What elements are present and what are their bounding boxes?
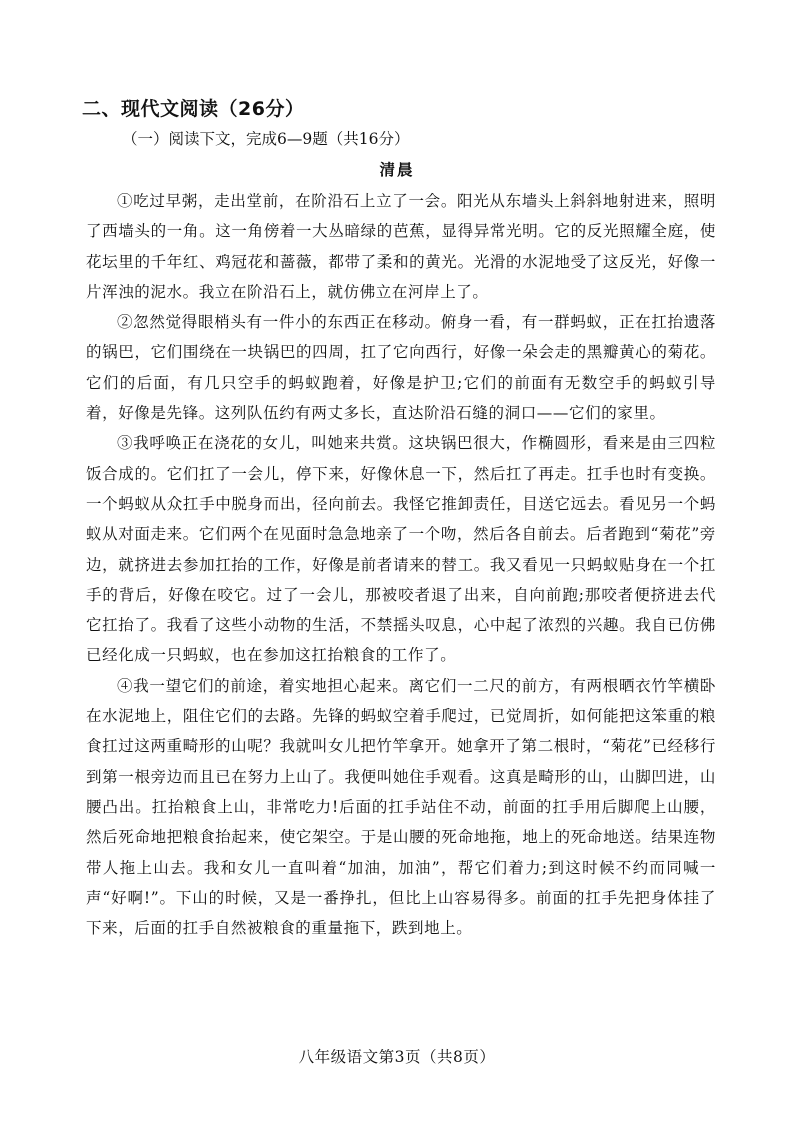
- paragraph-2: ②忽然觉得眼梢头有一件小的东西正在移动。俯身一看，有一群蚂蚁，正在扛抬遗落的锅巴，它们围绕在一块锅巴的四周，扛了它向西行，好像一朵会走的黑瓣黄心的菊花。它们的后面，有几只空手的蚂蚁跑着，好像是护卫;它们的前面有无数空手的蚂蚁引导着，好像是先锋。这列队伍约有两丈多长，直达阶沿石缝的洞口——它们的家里。: [86, 313, 716, 423]
- paragraph-3: ③我呼唤正在浇花的女儿，叫她来共赏。这块锅巴很大，作椭圆形，看来是由三四粒饭合成的。它们扛了一会儿，停下来，好像休息一下，然后扛了再走。扛手也时有变换。一个蚂蚁从众扛手中脱身而出，径向前去。我怪它推卸责任，目送它远去。看见另一个蚂蚁从对面走来。它们两个在见面时急急地亲了一个吻，然后各自前去。后者跑到“菊花”旁边，就挤进去参加扛抬的工作，好像是前者请来的替工。我又看见一只蚂蚁贴身在一个扛手的背后，好像在咬它。过了一会儿，那被咬者退了出来，自向前跑;那咬者便挤进去代它扛抬了。我看了这些小动物的生活，不禁摇头叹息，心中起了浓烈的兴趣。我自已仿佛已经化成一只蚂蚁，也在参加这扛抬粮食的工作了。: [86, 434, 716, 665]
- article-title: 清晨: [379, 161, 415, 179]
- question-instruction: （一）阅读下文，完成6—9题（共16分）: [122, 130, 410, 148]
- section-heading: 二、现代文阅读（26分）: [82, 98, 305, 120]
- page-footer: 八年级语文第3页（共8页）: [298, 1048, 496, 1066]
- paragraph-4: ④我一望它们的前途，着实地担心起来。离它们一二尺的前方，有两根晒衣竹竿横卧在水泥地上，阻住它们的去路。先锋的蚂蚁空着手爬过，已觉周折，如何能把这笨重的粮食扛过这两重畸形的山呢？我就叫女儿把竹竿拿开。她拿开了第二根时，“菊花”已经移行到第一根旁边而且已在努力上山了。我便叫她住手观看。这真是畸形的山，山脚凹进，山腰凸出。扛抬粮食上山，非常吃力!后面的扛手站住不动，前面的扛手用后脚爬上山腰，然后死命地把粮食抬起来，使它架空。于是山腰的死命地拖，地上的死命地送。结果连物带人拖上山去。我和女儿一直叫着“加油，加油”，帮它们着力;到这时候不约而同喊一声“好啊!”。下山的时候，又是一番挣扎，但比上山容易得多。前面的扛手先把身体挂了下来，后面的扛手自然被粮食的重量拖下，跌到地上。: [86, 676, 716, 938]
- article-body: [86, 186, 716, 943]
- paragraph-1: ①吃过早粥，走出堂前，在阶沿石上立了一会。阳光从东墙头上斜斜地射进来，照明了西墙头的一角。这一角傍着一大丛暗绿的芭蕉，显得异常光明。它的反光照耀全庭，使花坛里的千年红、鸡冠花和蔷薇，都带了柔和的黄光。光滑的水泥地受了这反光，好像一片浑浊的泥水。我立在阶沿石上，就仿佛立在河岸上了。: [86, 192, 716, 301]
